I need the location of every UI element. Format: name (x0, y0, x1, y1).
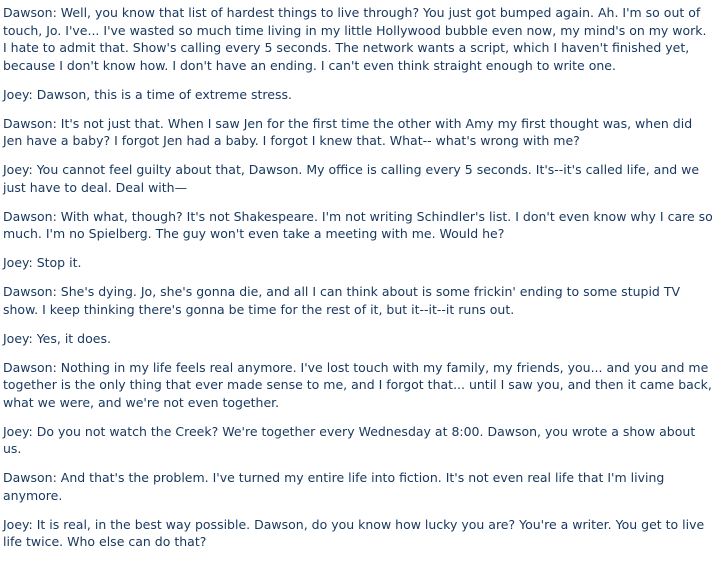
dialogue-line (3, 423, 713, 458)
dialogue-text: Yes, it does. (36, 330, 111, 346)
dialogue-line (3, 4, 713, 74)
speaker-separator: : (52, 208, 61, 224)
dialogue-text: You cannot feel guilty about that, Dawson. My office is calling every 5 seconds. It's--it's called life, and we just have to deal. Deal with— (3, 162, 700, 195)
speaker-separator: : (28, 516, 37, 532)
dialogue-text: Stop it. (36, 255, 82, 270)
speaker-name: Joey (3, 330, 29, 346)
speaker-separator: : (52, 359, 61, 375)
speaker-name: Joey (3, 255, 29, 270)
speaker-separator: : (52, 5, 61, 20)
speaker-separator: : (52, 115, 61, 131)
dialogue-line (3, 254, 713, 272)
speaker-separator: : (52, 470, 61, 485)
speaker-name: Dawson (3, 208, 53, 224)
dialogue-line (3, 208, 713, 243)
dialogue-text: She's dying. Jo, she's gonna die, and all I can think about is some frickin' ending to some stupid TV show. I keep thinking there's gonna be time for the rest of it, but it--it--it runs out. (3, 284, 681, 317)
speaker-name: Joey (3, 516, 29, 532)
dialogue-text: Dawson, this is a time of extreme stress. (36, 86, 292, 102)
dialogue-text: It is real, in the best way possible. Dawson, do you know how lucky you are? You're a writer. You get to live life twice. Who else can do that? (3, 516, 705, 549)
dialogue-text: Nothing in my life feels real anymore. I've lost touch with my family, my friends, you... and you and me together is the only thing that ever made sense to me, and I forgot that... until I saw you, and then it came back, what we were, and we're not even together. (3, 359, 712, 410)
dialogue-text: Well, you know that list of hardest things to live through? You just got bumped again. Ah. I'm so out of touch, Jo. I've... I've wasted so much time living in my little Hollywood bubble even now, my mind's on my work. I hate to admit that. Show's calling every 5 seconds. The network wants a script, which I haven't finished yet, because I don't know how. I don't have an ending. I can't even think straight enough to write one. (3, 5, 707, 73)
dialogue-line (3, 330, 713, 348)
speaker-name: Dawson (3, 115, 53, 131)
speaker-name: Joey (3, 423, 29, 439)
dialogue-text: Do you not watch the Creek? We're together every Wednesday at 8:00. Dawson, you wrote a show about us. (3, 423, 696, 456)
dialogue-text: It's not just that. When I saw Jen for the first time the other with Amy my first thought was, when did Jen have a baby? I forgot Jen had a baby. I forgot I knew that. What-- what's wrong with me? (3, 115, 693, 148)
dialogue-line (3, 115, 713, 150)
speaker-separator: : (28, 423, 37, 439)
dialogue-text: And that's the problem. I've turned my entire life into fiction. It's not even real life that I'm living anymore. (3, 470, 665, 503)
dialogue-line (3, 516, 713, 551)
speaker-separator: : (28, 162, 37, 177)
speaker-separator: : (52, 284, 61, 299)
speaker-separator: : (28, 255, 37, 270)
speaker-name: Joey (3, 162, 29, 177)
speaker-separator: : (28, 330, 37, 346)
speaker-name: Dawson (3, 359, 53, 375)
speaker-name: Dawson (3, 5, 53, 20)
dialogue-line (3, 359, 713, 412)
speaker-separator: : (28, 86, 37, 102)
dialogue-line (3, 283, 713, 318)
dialogue-line (3, 86, 713, 104)
dialogue-line (3, 469, 713, 504)
dialogue-line (3, 161, 713, 196)
speaker-name: Joey (3, 86, 29, 102)
speaker-name: Dawson (3, 284, 53, 299)
dialogue-text: With what, though? It's not Shakespeare. I'm not writing Schindler's list. I don't even know why I care so much. I'm no Spielberg. The guy won't even take a meeting with me. Would he? (3, 208, 713, 241)
speaker-name: Dawson (3, 470, 53, 485)
